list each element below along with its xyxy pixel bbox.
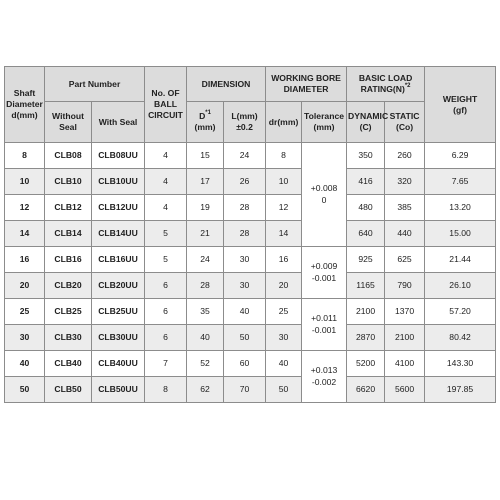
outer-diameter-cell: 28 <box>187 273 224 299</box>
part-with-seal-cell: CLB50UU <box>92 377 145 403</box>
part-without-seal-cell: CLB25 <box>45 299 92 325</box>
ball-circuit-cell: 5 <box>145 221 187 247</box>
bore-dr-cell: 10 <box>266 169 302 195</box>
part-without-seal-cell: CLB14 <box>45 221 92 247</box>
outer-diameter-cell: 40 <box>187 325 224 351</box>
dynamic-load-cell: 2870 <box>347 325 385 351</box>
weight-cell: 197.85 <box>425 377 496 403</box>
outer-diameter-cell: 21 <box>187 221 224 247</box>
outer-diameter-cell: 19 <box>187 195 224 221</box>
length-cell: 70 <box>224 377 266 403</box>
shaft-diameter-cell: 10 <box>5 169 45 195</box>
dynamic-load-cell: 350 <box>347 143 385 169</box>
dynamic-load-cell: 416 <box>347 169 385 195</box>
part-without-seal-cell: CLB20 <box>45 273 92 299</box>
length-cell: 50 <box>224 325 266 351</box>
outer-diameter-cell: 15 <box>187 143 224 169</box>
weight-cell: 13.20 <box>425 195 496 221</box>
static-load-cell: 260 <box>385 143 425 169</box>
dynamic-load-cell: 6620 <box>347 377 385 403</box>
part-with-seal-cell: CLB16UU <box>92 247 145 273</box>
table-row <box>5 195 496 221</box>
shaft-diameter-cell: 30 <box>5 325 45 351</box>
weight-cell: 80.42 <box>425 325 496 351</box>
ball-circuit-cell: 6 <box>145 325 187 351</box>
tolerance-upper: +0.013 <box>310 364 338 375</box>
length-cell: 24 <box>224 143 266 169</box>
outer-diameter-cell: 62 <box>187 377 224 403</box>
bore-dr-cell: 12 <box>266 195 302 221</box>
ball-circuit-cell: 6 <box>145 299 187 325</box>
shaft-diameter-cell: 40 <box>5 351 45 377</box>
static-load-cell: 790 <box>385 273 425 299</box>
ball-circuit-cell: 5 <box>145 247 187 273</box>
shaft-diameter-cell: 14 <box>5 221 45 247</box>
dynamic-load-cell: 480 <box>347 195 385 221</box>
working-bore-header: WORKING BORE DIAMETER <box>266 67 347 102</box>
table-row <box>5 247 496 273</box>
dimension-header: DIMENSION <box>187 67 266 102</box>
length-cell: 26 <box>224 169 266 195</box>
static-load-cell: 1370 <box>385 299 425 325</box>
static-load-cell: 4100 <box>385 351 425 377</box>
length-cell: 40 <box>224 299 266 325</box>
ball-circuit-cell: 7 <box>145 351 187 377</box>
part-with-seal-cell: CLB12UU <box>92 195 145 221</box>
table-row <box>5 377 496 403</box>
ball-circuit-cell: 4 <box>145 143 187 169</box>
load-rating-header: BASIC LOAD $RATING(N)^{*2}$ <box>347 67 425 102</box>
bore-dr-cell: 20 <box>266 273 302 299</box>
weight-cell: 143.30 <box>425 351 496 377</box>
tolerance-cell <box>302 143 347 247</box>
tolerance-lower: 0 <box>321 194 327 205</box>
shaft-diameter-cell: 50 <box>5 377 45 403</box>
dynamic-load-cell: 5200 <box>347 351 385 377</box>
part-with-seal-cell: CLB20UU <box>92 273 145 299</box>
part-with-seal-cell: CLB40UU <box>92 351 145 377</box>
static-load-cell: 5600 <box>385 377 425 403</box>
outer-diameter-header: $D^{*1}$ (mm) <box>187 102 224 143</box>
part-with-seal-cell: CLB08UU <box>92 143 145 169</box>
part-with-seal-cell: CLB30UU <box>92 325 145 351</box>
tolerance-cell <box>302 351 347 403</box>
part-with-seal-cell: CLB14UU <box>92 221 145 247</box>
table-row <box>5 169 496 195</box>
tolerance-lower: -0.001 <box>311 324 337 335</box>
dynamic-load-cell: 2100 <box>347 299 385 325</box>
part-without-seal-cell: CLB16 <box>45 247 92 273</box>
part-with-seal-cell: CLB25UU <box>92 299 145 325</box>
tolerance-upper: +0.008 <box>310 182 338 193</box>
weight-cell: 26.10 <box>425 273 496 299</box>
part-number-header: Part Number <box>45 67 145 102</box>
tolerance-lower: -0.001 <box>311 272 337 283</box>
shaft-diameter-cell: 12 <box>5 195 45 221</box>
part-without-seal-cell: CLB12 <box>45 195 92 221</box>
with-seal-header: With Seal <box>92 102 145 143</box>
tolerance-header: Tolerance (mm) <box>302 102 347 143</box>
bore-dr-cell: 16 <box>266 247 302 273</box>
weight-cell: 15.00 <box>425 221 496 247</box>
table-row <box>5 143 496 169</box>
length-cell: 28 <box>224 195 266 221</box>
table-row <box>5 351 496 377</box>
shaft-diameter-cell: 25 <box>5 299 45 325</box>
part-without-seal-cell: CLB40 <box>45 351 92 377</box>
shaft-diameter-cell: 20 <box>5 273 45 299</box>
spec-table-container <box>4 66 495 403</box>
outer-diameter-cell: 52 <box>187 351 224 377</box>
outer-diameter-cell: 17 <box>187 169 224 195</box>
ball-circuit-cell: 8 <box>145 377 187 403</box>
shaft-diameter-cell: 16 <box>5 247 45 273</box>
weight-header: WEIGHT (gf) <box>425 67 496 143</box>
part-without-seal-cell: CLB10 <box>45 169 92 195</box>
dynamic-load-header: DYNAMIC (C) <box>347 102 385 143</box>
ball-circuit-cell: 6 <box>145 273 187 299</box>
without-seal-header: Without Seal <box>45 102 92 143</box>
bore-dr-cell: 40 <box>266 351 302 377</box>
shaft-diameter-header: Shaft Diameter d(mm) <box>5 67 45 143</box>
linear-bushing-spec-table <box>4 66 496 403</box>
length-cell: 30 <box>224 247 266 273</box>
static-load-header: STATIC (Co) <box>385 102 425 143</box>
length-cell: 60 <box>224 351 266 377</box>
static-load-cell: 2100 <box>385 325 425 351</box>
length-header: L(mm) ±0.2 <box>224 102 266 143</box>
bore-dr-cell: 30 <box>266 325 302 351</box>
part-with-seal-cell: CLB10UU <box>92 169 145 195</box>
tolerance-cell <box>302 247 347 299</box>
tolerance-upper: +0.011 <box>311 312 337 323</box>
length-cell: 28 <box>224 221 266 247</box>
outer-diameter-cell: 35 <box>187 299 224 325</box>
table-row <box>5 273 496 299</box>
tolerance-upper: +0.009 <box>310 260 338 271</box>
tolerance-cell <box>302 299 347 351</box>
length-cell: 30 <box>224 273 266 299</box>
bore-dr-cell: 50 <box>266 377 302 403</box>
table-row <box>5 299 496 325</box>
table-header <box>5 67 496 143</box>
ball-circuit-cell: 4 <box>145 195 187 221</box>
weight-cell: 57.20 <box>425 299 496 325</box>
weight-cell: 6.29 <box>425 143 496 169</box>
dynamic-load-cell: 640 <box>347 221 385 247</box>
part-without-seal-cell: CLB08 <box>45 143 92 169</box>
table-row <box>5 325 496 351</box>
static-load-cell: 625 <box>385 247 425 273</box>
bore-dr-cell: 25 <box>266 299 302 325</box>
bore-dr-header: dr(mm) <box>266 102 302 143</box>
outer-diameter-cell: 24 <box>187 247 224 273</box>
table-body <box>5 143 496 403</box>
tolerance-lower: -0.002 <box>311 376 337 387</box>
static-load-cell: 440 <box>385 221 425 247</box>
shaft-diameter-cell: 8 <box>5 143 45 169</box>
static-load-cell: 320 <box>385 169 425 195</box>
weight-cell: 21.44 <box>425 247 496 273</box>
part-without-seal-cell: CLB50 <box>45 377 92 403</box>
bore-dr-cell: 8 <box>266 143 302 169</box>
dynamic-load-cell: 1165 <box>347 273 385 299</box>
ball-circuit-cell: 4 <box>145 169 187 195</box>
ball-circuit-header: No. OF BALL CIRCUIT <box>145 67 187 143</box>
static-load-cell: 385 <box>385 195 425 221</box>
table-row <box>5 221 496 247</box>
dynamic-load-cell: 925 <box>347 247 385 273</box>
bore-dr-cell: 14 <box>266 221 302 247</box>
part-without-seal-cell: CLB30 <box>45 325 92 351</box>
weight-cell: 7.65 <box>425 169 496 195</box>
